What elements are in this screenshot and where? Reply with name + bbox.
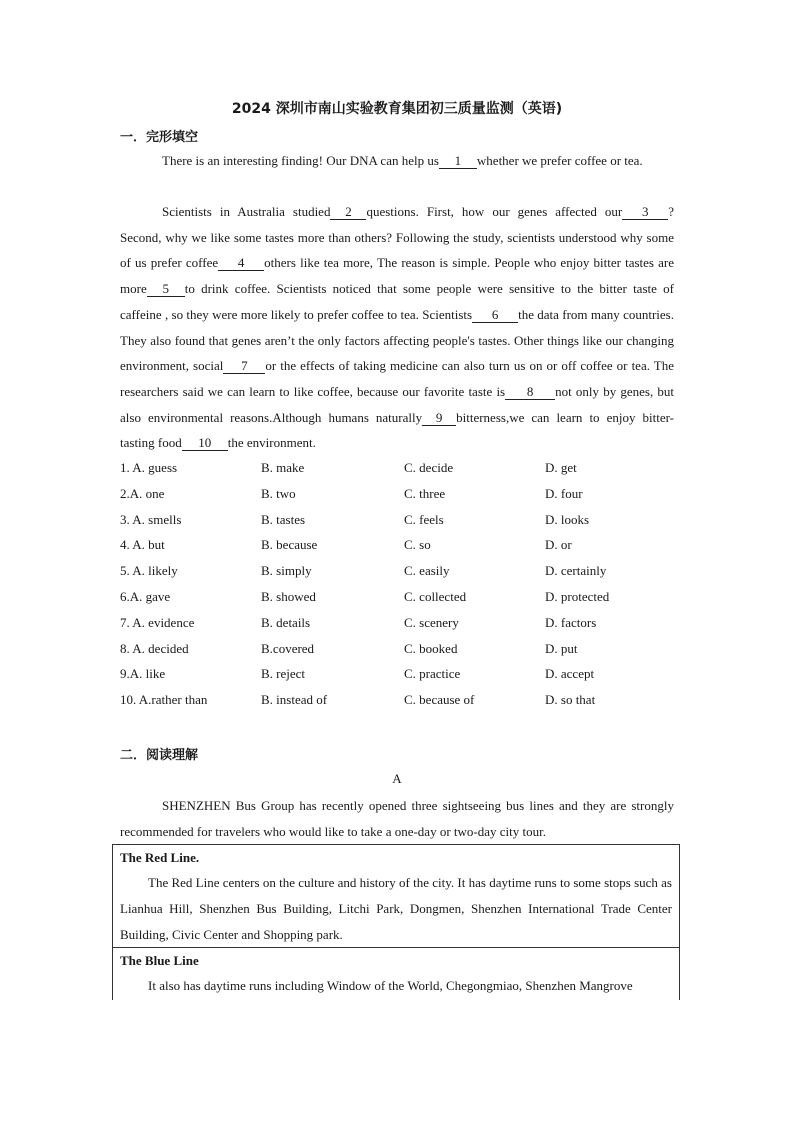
passage-text: questions. First, how our genes affected our: [366, 204, 623, 219]
option-row-9: [120, 666, 680, 692]
intro-text: SHENZHEN Bus Group has recently opened three sightseeing bus lines and they are strongly recommended for travelers who would like to take a one-day or two-day city tour.: [120, 798, 674, 839]
option-row-8: [120, 641, 680, 667]
passage-text: to drink coffee. Scientists noticed that some people were sensitive to the bitter taste of caffeine , so they were more likely to prefer coffee to tea. Scientists: [120, 281, 674, 322]
option-a: 1. A. guess: [120, 460, 178, 475]
reading-intro: [120, 793, 674, 844]
option-d: D. or: [545, 537, 572, 553]
option-b: B. tastes: [261, 511, 306, 527]
option-c: C. so: [404, 537, 431, 553]
option-c: C. practice: [404, 666, 461, 682]
option-a: 9.A. like: [120, 666, 166, 682]
blank-8: 8: [505, 384, 555, 400]
option-b: B. make: [261, 460, 305, 475]
blue-line-text: It also has daytime runs including Window of the World, Chegongmiao, Shenzhen Mangrove: [148, 978, 633, 994]
option-row-10: [120, 692, 680, 718]
blank-9: 9: [422, 410, 456, 426]
option-row-1: [120, 460, 680, 486]
option-d: D. accept: [545, 666, 595, 682]
option-row-4: [120, 537, 680, 563]
option-row-3: [120, 512, 680, 538]
option-b: B.covered: [261, 640, 315, 656]
option-d: D. certainly: [545, 563, 607, 579]
option-c: C. scenery: [404, 614, 459, 630]
blue-line-heading: The Blue Line: [120, 953, 199, 969]
blank-6: 6: [472, 307, 518, 323]
option-row-7: [120, 615, 680, 641]
reading-part-label: A: [392, 771, 402, 786]
option-b: B. simply: [261, 563, 312, 579]
option-d: D. put: [545, 640, 578, 656]
passage-paragraph-2: [120, 199, 674, 456]
option-b: B. details: [261, 614, 311, 630]
option-a: 4. A. but: [120, 537, 165, 553]
option-c: C. because of: [404, 692, 475, 708]
option-a: 5. A. likely: [120, 563, 178, 579]
option-d: D. looks: [545, 511, 590, 527]
passage-paragraph-1: [120, 148, 674, 174]
option-b: B. reject: [261, 666, 306, 682]
passage-text: or the effects of taking medicine can also turn us on or off coffee or tea. The researchers said we can learn to like coffee, because our favorite taste is: [120, 358, 674, 399]
red-line-body: [113, 870, 679, 947]
blue-line-body: [113, 973, 679, 999]
passage-text: bitterness,we can learn to enjoy bitter-tasting food: [120, 409, 674, 451]
option-c: C. three: [404, 485, 446, 501]
blank-10: 10: [182, 435, 228, 451]
passage-text: others like tea more, The reason is simple. People who enjoy bitter tastes are more: [120, 255, 674, 297]
blank-2: 2: [330, 204, 366, 220]
option-a: 2.A. one: [120, 485, 165, 501]
passage-text: There is an interesting finding! Our DNA can help us: [162, 153, 439, 168]
page-title: 2024 深圳市南山实验教育集团初三质量监测（英语): [231, 101, 563, 117]
option-b: B. because: [261, 537, 318, 553]
option-c: C. decide: [404, 460, 454, 475]
passage-text: the data from many countries. They also found that genes aren’t the only factors affecting people's tastes. Other things like our changing environment, social: [120, 306, 674, 374]
passage-text: Scientists in Australia studied: [162, 204, 331, 219]
option-b: B. showed: [261, 588, 316, 604]
option-d: D. factors: [545, 614, 597, 630]
answer-options: [120, 460, 680, 718]
option-c: C. easily: [404, 563, 450, 579]
option-row-2: [120, 486, 680, 512]
option-a: 8. A. decided: [120, 640, 189, 656]
bus-lines-table: [112, 844, 680, 1000]
option-d: D. so that: [545, 692, 596, 708]
section-reading-heading: 二．阅读理解: [120, 748, 199, 763]
option-c: C. booked: [404, 640, 458, 656]
option-a: 10. A.rather than: [120, 692, 208, 708]
option-b: B. instead of: [261, 692, 328, 708]
option-d: D. protected: [545, 588, 610, 604]
option-row-5: [120, 563, 680, 589]
blank-7: 7: [223, 358, 265, 374]
blank-5: 5: [147, 281, 185, 297]
option-d: D. four: [545, 485, 583, 501]
blank-4: 4: [218, 255, 264, 271]
blank-1: 1: [439, 153, 477, 169]
red-line-text: The Red Line centers on the culture and history of the city. It has daytime runs to some stops such as Lianhua Hill, Shenzhen Bus Building, Litchi Park, Dongmen, Shenzhen International Trade Center Building, Civic Center and Shopping park.: [120, 875, 672, 942]
red-line-heading: The Red Line.: [120, 850, 200, 865]
option-d: D. get: [545, 460, 577, 475]
option-c: C. collected: [404, 588, 467, 604]
passage-text: ? Second, why we like some tastes more than others? Following the study, scientists understood why some of us prefer coffee: [120, 204, 675, 271]
option-a: 3. A. smells: [120, 511, 182, 527]
passage-text: whether we prefer coffee or tea.: [476, 153, 643, 168]
option-a: 7. A. evidence: [120, 614, 195, 630]
option-row-6: [120, 589, 680, 615]
passage-text: the environment.: [227, 435, 316, 451]
blank-3: 3: [622, 204, 668, 220]
section-cloze-heading: 一．完形填空: [120, 130, 199, 145]
passage-text: not only by genes, but also environmental reasons.Although humans naturally: [120, 383, 674, 425]
option-b: B. two: [261, 485, 296, 501]
option-a: 6.A. gave: [120, 588, 171, 604]
option-c: C. feels: [404, 511, 444, 527]
